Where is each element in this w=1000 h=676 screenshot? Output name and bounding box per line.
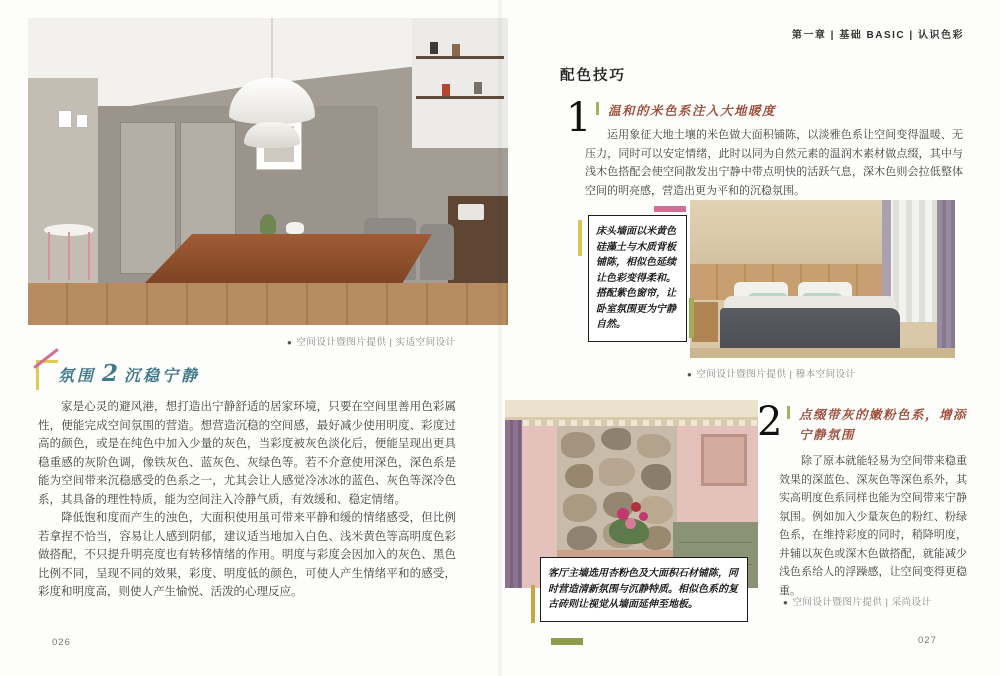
yellow-bar-decoration: [531, 585, 535, 623]
shelf-object: [474, 82, 482, 94]
tips-title: 配色技巧: [560, 68, 626, 84]
shelf-wall: [412, 18, 508, 148]
olive-bar-decoration: [689, 298, 694, 338]
shelf-object: [452, 44, 460, 56]
stone: [599, 458, 635, 486]
nightstand: [692, 302, 718, 342]
wall-mirror: [701, 434, 747, 486]
pink-line-decoration: [33, 348, 58, 369]
section-number: 2: [102, 360, 119, 387]
olive-bar-decoration: [551, 638, 583, 645]
tip-2-title: 点缀带灰的嫩粉色系，增添宁静氛围: [799, 407, 968, 442]
section-title: [58, 360, 200, 387]
small-photo-frame: [76, 114, 88, 128]
caption-text: 空间设计暨图片提供 | 穆本空间设计: [696, 369, 856, 380]
stone: [565, 464, 593, 488]
paragraph: 家是心灵的避风港，想打造出宁静舒适的居家环境，只要在空间里善用色彩属性，便能完成空间氛围的营造。想营造沉稳的空间感，最好减少使用明度、彩度过高的颜色，或是在纯色中加入少量的灰色，当彩度被灰色淡化后，便能呈现出更具稳重感的灰阶色调，像铁灰色、蓝灰色、灰绿色等。若不介意使用深色，深色系是能为空间带来沉稳感受的色系之一，尤其会让人感觉冷冰冰的蓝色、灰色等深冷色系，其具备的理性特质，能为空间注入冷静气质，有效缓和、稳定情绪。: [38, 401, 456, 506]
side-table-leg: [48, 232, 50, 280]
bedroom-photo: [690, 200, 955, 358]
bedroom-floor: [690, 348, 955, 358]
tip-1-body: [585, 126, 963, 200]
tip-1-title: 温和的米色系注入大地暖度: [608, 103, 777, 118]
paragraph: 降低饱和度而产生的浊色，大面积使用虽可带来平静和缓的情绪感受，但比例若拿捏不恰当，容易让人感到阴郁，建议适当地加入白色、浅米黄色等高明度色彩做搭配，不只提升明亮度也有转移情绪的作用。明度与彩度会因加入的灰色、黑色比例不同，呈现不同的效果，彩度、明度低的颜色，可使人产生情绪平和的感受，彩度和明度高，则使人产生愉悦、活泼的心理反应。: [38, 512, 456, 598]
photo-caption: [287, 334, 456, 348]
dining-room-photo: [28, 18, 508, 325]
dining-chair: [420, 224, 454, 280]
page-number-left: 026: [52, 637, 71, 648]
lamp-cord: [271, 18, 273, 80]
yellow-bar-decoration: [578, 220, 582, 256]
wall-shelf: [416, 96, 504, 99]
side-table-leg: [68, 232, 70, 280]
stone: [601, 428, 631, 450]
tip-number-2: 2: [757, 399, 783, 445]
stone: [567, 526, 597, 550]
shelf-object: [442, 84, 450, 96]
drawer-line: [679, 542, 752, 543]
paragraph: 除了原本就能轻易为空间带来稳重效果的深蓝色、深灰色等深色系外，其实高明度色系同样也能为空间带来宁静氛围。例如加入少量灰色的粉红、粉绿色系，在维持彩度的同时，稍降明度，并辅以灰色或深木色做搭配，就能减少浅色系给人的浮躁感，让空间变得更稳重。: [779, 455, 967, 597]
caption-bullet-icon: ●: [287, 338, 293, 347]
flower: [631, 502, 641, 512]
bracket-decoration: [36, 360, 58, 390]
table-plant: [260, 214, 276, 234]
stone: [641, 464, 671, 490]
caption-text: 空间设计暨图片提供 | 实适空间设计: [296, 337, 456, 348]
stone: [563, 494, 597, 522]
stone: [561, 432, 595, 458]
purple-curtain: [937, 200, 955, 350]
side-table-leg: [88, 232, 90, 280]
wood-headboard-panel: [690, 264, 900, 300]
left-body-copy: [38, 398, 456, 602]
number-tick-decoration: [787, 406, 790, 419]
record-player: [458, 204, 484, 220]
door: [120, 122, 176, 274]
section-name: 沉稳宁静: [124, 366, 201, 385]
small-photo-frame: [58, 110, 72, 128]
photo-annotation-2: 客厅主墙选用杏粉色及大面积石材铺陈，同时营造清新氛围与沉静特质。相似色系的复古砖则让视觉从墙面延伸至地板。: [540, 557, 748, 622]
photo-annotation-1: 床头墙面以米黄色硅藻土与木质背板铺陈，相似色延续让色彩变得柔和。搭配紫色窗帘，让卧室氛围更为宁静自然。: [588, 215, 687, 342]
wood-floor: [28, 283, 508, 325]
shelf-object: [430, 42, 438, 54]
section-heading: [36, 358, 456, 394]
photo-caption: [687, 366, 856, 380]
paragraph: 运用象征大地土壤的米色做大面积铺陈，以淡雅色系让空间变得温暖、无压力，同时可以安定情绪，此时以同为自然元素的温润木素材做点缀，其中与浅木色搭配会使空间散发出宁静中带点明快的活跃气息，深木色则会拉低整体空间的明亮感，营造出更为平和的沉稳氛围。: [585, 129, 963, 197]
page-fold: [497, 0, 503, 676]
pink-bar-decoration: [654, 206, 686, 212]
tip-number-1: 1: [566, 95, 592, 141]
section-prefix: 氛围: [58, 366, 97, 385]
photo-caption: [783, 594, 932, 608]
caption-text: 空间设计暨图片提供 | 采尚设计: [792, 597, 932, 608]
tip-2-body: [779, 452, 967, 600]
flower: [639, 512, 648, 521]
pendant-lamp-lower: [244, 122, 300, 148]
caption-bullet-icon: ●: [783, 598, 789, 607]
teapot: [286, 222, 304, 234]
chapter-header: 第一章 | 基础 BASIC | 认识色彩: [791, 30, 964, 41]
caption-bullet-icon: ●: [687, 370, 693, 379]
wall-shelf: [416, 56, 504, 59]
flower: [625, 518, 636, 529]
number-tick-decoration: [596, 102, 599, 115]
ceiling-beam: [505, 400, 758, 420]
purple-curtain: [505, 420, 522, 588]
stone: [637, 434, 671, 458]
page-number-right: 027: [918, 635, 937, 646]
